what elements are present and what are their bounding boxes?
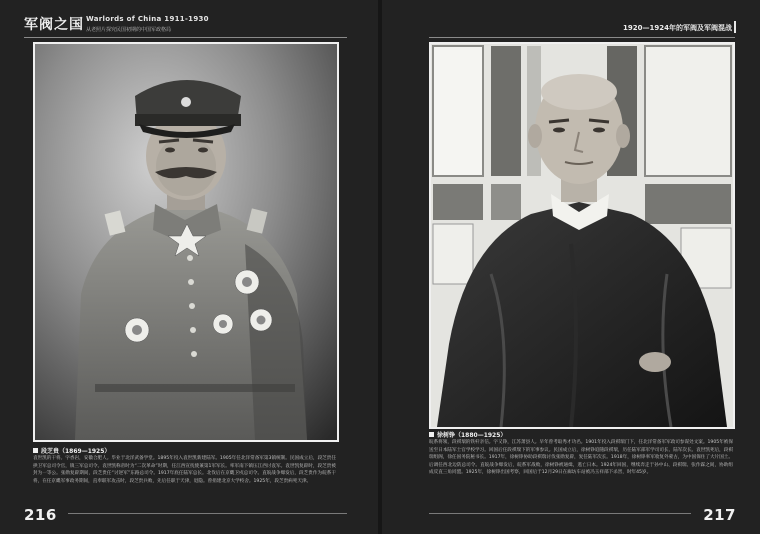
section-title: 1920—1924年的军阀及军阀混战 bbox=[623, 24, 732, 32]
header-rule bbox=[24, 37, 347, 38]
caption-title bbox=[429, 430, 506, 439]
caption-marker bbox=[33, 448, 38, 453]
caption-title bbox=[33, 446, 110, 455]
caption-title-text: 段芝贵（1869—1925） bbox=[41, 448, 111, 455]
page-number: 217 bbox=[703, 506, 736, 524]
caption-marker bbox=[429, 432, 434, 437]
footer-rule bbox=[429, 513, 691, 514]
book-title: 军阀之国 bbox=[24, 17, 84, 33]
book-subtitle: 从老照片探究民国初期的中国军政格局 bbox=[86, 27, 172, 33]
section-marker bbox=[734, 21, 736, 33]
page-number: 216 bbox=[24, 506, 57, 524]
footer-rule bbox=[68, 513, 347, 514]
right-page bbox=[381, 0, 760, 534]
portrait-photo-duan-zhigui bbox=[33, 42, 339, 442]
header-rule bbox=[429, 37, 735, 38]
portrait-photo-xu-shuzheng bbox=[429, 42, 735, 429]
caption-text: 皖系将领，段祺瑞的铁杆亲信。字又铮，江苏萧县人。早年曾考取秀才功名。1901年投入段祺瑞门下，任北洋常备军军政司参谋处文案。1905年被保送至日本陆军士官学校学习。回国后任段祺瑞下的军事参议。民国成立后，徐树铮追随段祺瑞，历任陆军部军学司司长、陆军次长。袁世凯死后，段祺瑞组阁，徐任国务院秘书长。1917年，徐树铮协助段祺瑞讨伐张勋复辟，复任陆军次长。1918年，徐树铮率军收复外蒙古，为中国保住了大片国土。后调任西北边防总司令。直皖战争爆发后，皖系军战败，徐树铮被通缉，逃亡日本。1924年回国，继续奔走于孙中山、段祺瑞、张作霖之间，协助组成反直三角同盟。1925年，徐树铮出国考察，回国后于12月29日在廊坊车站被冯玉祥部下杀害，时年45岁。 bbox=[429, 440, 733, 476]
caption-text: 袁世凯的干将。字香岩，安徽合肥人。毕业于北洋武备学堂。1895年投入袁世凯新建陆军。1905年任北洋常备军第3镇统制。民国成立后，段芝贵任拱卫军总司令官，镇三军总司令。袁世凯称帝时为“二次革命”时期，任江西宣抚使兼第1军军长。率军南下镇压江西讨袁军。袁世凯复辟时，段芝贵被封为一等公。张勋复辟期间，段芝贵任“讨逆军”东路总司令。1917年底任陆军总长。北伐后在京畿卫戍总司令。直皖战争爆发后，段芝贵作为皖系干将，在任京畿军事政务期间，直奉联军攻击时，段芝贵兵败，先后任职于天津，退隐。曾捐建北京大学校舍。1925年，段芝贵病死天津。 bbox=[33, 456, 336, 484]
caption-title-text: 徐树铮（1880—1925） bbox=[437, 432, 507, 439]
book-title-english: Warlords of China 1911-1930 bbox=[86, 15, 209, 23]
left-page bbox=[0, 0, 379, 534]
